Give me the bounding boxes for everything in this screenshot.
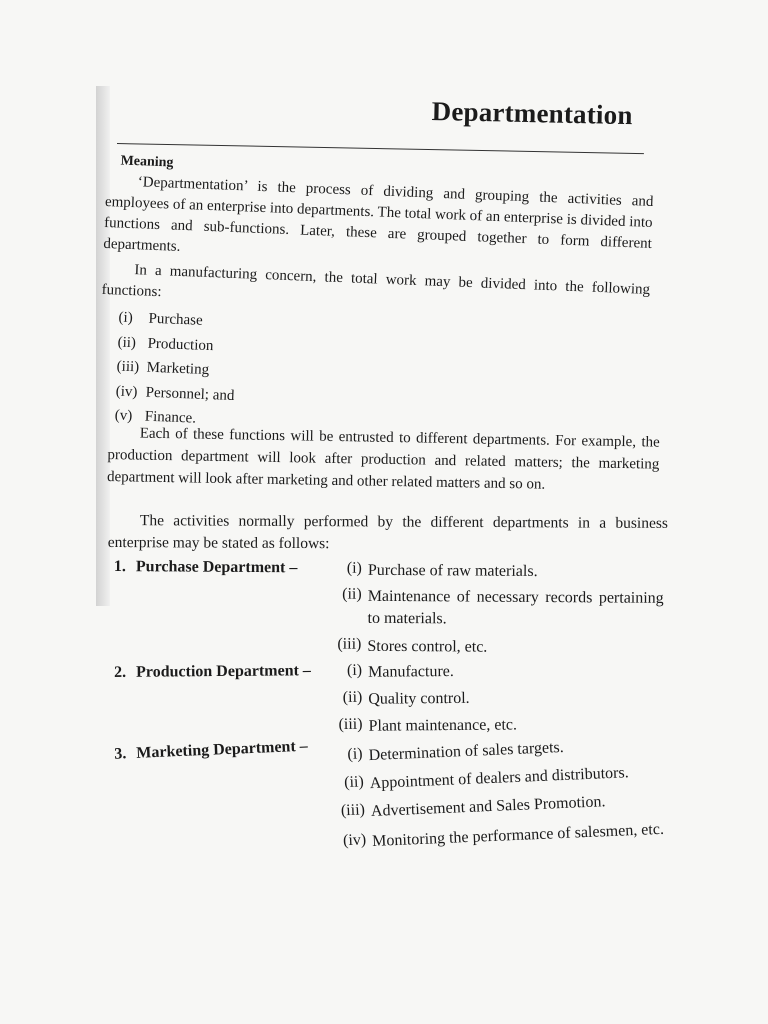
list-label: Finance. — [144, 408, 197, 427]
department-number: 3. — [113, 745, 127, 763]
item-number: (i) — [347, 745, 363, 763]
item-number: (ii) — [342, 688, 363, 706]
meaning-paragraph-2: In a manufacturing concern, the total work may be divided into the following functions: — [101, 262, 651, 301]
department-title: Purchase Department – — [135, 558, 298, 577]
item-text: Maintenance of necessary records pertaining to materials. — [367, 587, 664, 628]
item-number: (ii) — [342, 585, 362, 603]
item-text: Appointment of dealers and distributors. — [369, 764, 629, 793]
example-paragraph: Each of these functions will be entrusted to different departments. For example, the production department will look after production and related matters; the marketing department will look after marketing and other related matters and so on. — [106, 425, 660, 493]
example-paragraph-block — [107, 422, 660, 502]
item-text: Manufacture. — [368, 662, 454, 681]
item-text: Monitoring the performance of salesmen, etc. — [371, 820, 665, 851]
department-title: Production Department – — [136, 662, 311, 681]
list-label: Purchase — [148, 310, 203, 329]
meaning-heading: Meaning — [120, 153, 174, 171]
item-number: (ii) — [343, 773, 365, 792]
list-number: (v) — [114, 407, 133, 425]
item-text: Plant maintenance, etc. — [368, 716, 518, 735]
page-title: Departmentation — [431, 96, 633, 131]
item-text: Determination of sales targets. — [368, 738, 565, 765]
item-number: (iii) — [340, 801, 366, 820]
activities-intro-block — [108, 510, 668, 561]
list-label: Marketing — [146, 359, 210, 379]
meaning-section — [96, 150, 654, 448]
item-text: Purchase of raw materials. — [367, 561, 538, 580]
activities-intro: The activities normally performed by the different departments in a business enterprise may be stated as follows: — [107, 512, 668, 553]
item-text: Advertisement and Sales Promotion. — [370, 793, 606, 821]
department-name — [114, 558, 298, 577]
department-name — [114, 738, 308, 764]
list-number: (iv) — [115, 383, 138, 400]
item-number: (iii) — [337, 635, 362, 653]
department-number: 2. — [114, 663, 127, 681]
department-number: 1. — [113, 558, 126, 576]
department-name — [114, 662, 311, 682]
meaning-paragraph-1: ‘Departmentation’ is the process of dividing and grouping the activities and employees of an enterprise into departments. The total work of an enterprise is divided into functions and sub-functions. Later, these are grouped together to form different departments. — [103, 174, 654, 255]
item-number: (i) — [346, 559, 362, 577]
list-number: (i) — [118, 309, 134, 327]
list-label: Production — [147, 335, 214, 354]
list-number: (iii) — [116, 358, 140, 376]
item-number: (iv) — [342, 831, 367, 850]
list-label: Personnel; and — [145, 384, 235, 404]
item-text: Quality control. — [368, 689, 470, 708]
item-text: Stores control, etc. — [367, 637, 488, 656]
item-number: (iii) — [338, 715, 363, 733]
list-number: (ii) — [117, 334, 137, 351]
item-number: (i) — [346, 661, 363, 679]
department-title: Marketing Department – — [135, 737, 309, 762]
